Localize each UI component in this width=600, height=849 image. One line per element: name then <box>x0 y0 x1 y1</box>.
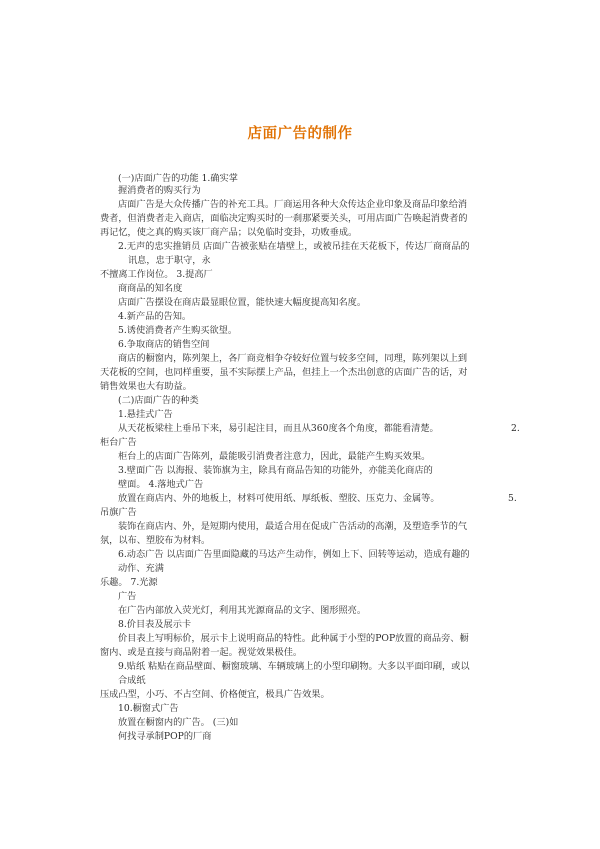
text-line: 讯息，忠于职守，永 <box>128 255 211 266</box>
text-line: 4.新产品的告知。 <box>118 311 192 322</box>
text-line: 装饰在商店内、外，是短期内使用，最适合用在促成广告活动的高潮，及塑造季节的气 <box>118 521 468 532</box>
text-line: 6.争取商店的销售空间 <box>118 339 210 350</box>
text-line: 2.无声的忠实推销员 店面广告被张贴在墙壁上，或被吊挂在天花板下，传达厂商商品的 <box>118 241 470 252</box>
text-line: 店面广告摆设在商店最显眼位置，能快速大幅度提高知名度。 <box>118 297 367 308</box>
text-line: 10.橱窗式广告 <box>118 703 179 714</box>
text-line: 不擅离工作岗位。 3.提高厂 <box>100 269 213 280</box>
text-line: 9.贴纸 粘贴在商品壁面、橱窗玻璃、车辆玻璃上的小型印刷物。大多以平面印刷，或以 <box>118 661 470 672</box>
text-line: 合成纸 <box>118 675 146 686</box>
text-line: 在广告内部放入荧光灯，利用其光源商品的文字、图形照亮。 <box>118 605 367 616</box>
text-line: 柜台上的店面广告陈列，最能吸引消费者注意力，因此，最能产生购买效果。 <box>118 451 431 462</box>
text-line: 放置在商店内、外的地板上，材料可使用纸、厚纸板、塑胶、压克力、金属等。 <box>118 493 440 504</box>
text-line: 握消费者的购买行为 <box>118 185 201 196</box>
text-line: 乐趣。 7.光源 <box>100 577 158 588</box>
text-line: 销售效果也大有助益。 <box>100 381 192 392</box>
text-line: 5.诱使消费者产生购买欲望。 <box>118 325 238 336</box>
text-line: 何找寻承制POP的厂商 <box>118 731 212 742</box>
text-line: 压成凸型，小巧、不占空间、价格便宜，极具广告效果。 <box>100 689 330 700</box>
text-line: 2. <box>511 423 520 434</box>
text-line: 柜台广告 <box>100 437 137 448</box>
text-line: 广告 <box>118 591 137 602</box>
text-line: (二)店面广告的种类 <box>118 395 199 406</box>
text-line: 窗内、或是直接与商品附着一起。视觉效果极佳。 <box>100 647 303 658</box>
text-line: 价目表上写明标价，展示卡上说明商品的特性。此种属于小型的POP放置的商品旁、橱 <box>118 633 469 644</box>
text-line: 3.壁面广告 以海报、装饰旗为主，除具有商品告知的功能外，亦能美化商店的 <box>118 465 433 476</box>
text-line: (一)店面广告的功能 1.确实掌 <box>118 173 238 184</box>
text-line: 吊旗广告 <box>100 507 137 518</box>
text-line: 放置在橱窗内的广告。 (三)如 <box>118 717 239 728</box>
text-line: 8.价目表及展示卡 <box>118 619 192 630</box>
text-line: 店面广告是大众传播广告的补充工具。厂商运用各种大众传达企业印象及商品印象给消 <box>118 199 468 210</box>
text-line: 再记忆，使之真的购买该厂商产品；以免临时变卦，功败垂成。 <box>100 227 358 238</box>
text-line: 从天花板梁柱上垂吊下来，易引起注目，而且从360度各个角度，都能看清楚。 <box>118 423 439 434</box>
text-line: 费者，但消费者走入商店，面临决定购买时的一刹那紧要关头，可用店面广告唤起消费者的 <box>100 213 468 224</box>
text-line: 1.悬挂式广告 <box>118 409 173 420</box>
text-line: 氛，以布、塑胶布为材料。 <box>100 535 211 546</box>
text-line: 壁面。 4.落地式广告 <box>118 479 204 490</box>
text-line: 商店的橱窗内，陈列架上，各厂商竞相争夺较好位置与较多空间，同理，陈列架以上到 <box>118 353 468 364</box>
text-line: 5. <box>508 493 517 504</box>
page-title: 店面广告的制作 <box>247 125 353 142</box>
text-line: 商商品的知名度 <box>118 283 183 294</box>
text-line: 天花板的空间，也同样重要，虽不实际摆上产品，但挂上一个杰出创意的店面广告的话，对 <box>100 367 468 378</box>
text-line: 6.动态广告 以店面广告里面隐藏的马达产生动作，例如上下、回转等运动，造成有趣的 <box>118 549 470 560</box>
text-line: 动作、充满 <box>118 563 164 574</box>
